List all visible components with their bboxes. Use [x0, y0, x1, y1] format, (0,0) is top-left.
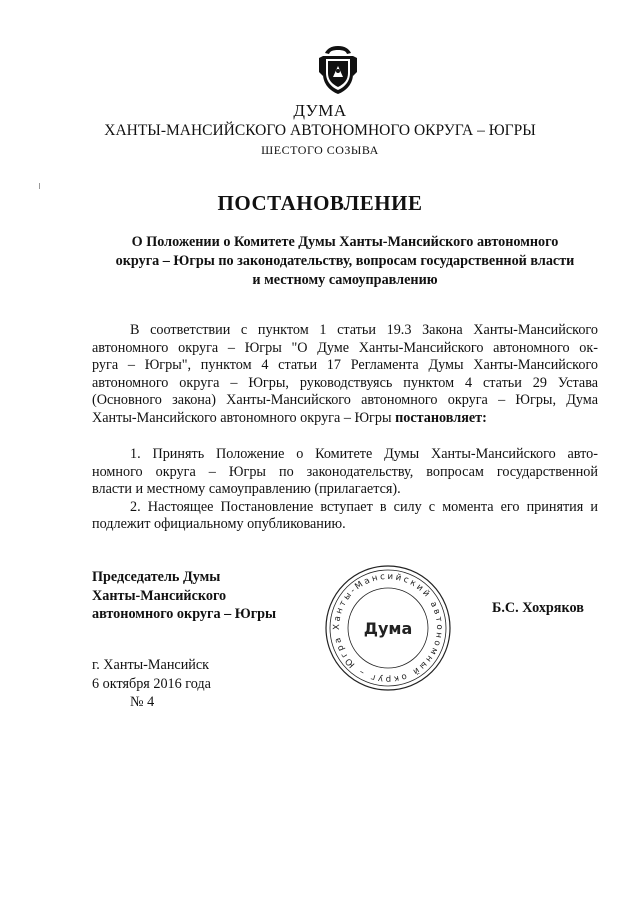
preamble-paragraph [92, 322, 598, 427]
item-1-line: власти и местному самоуправлению (прилагается). [92, 481, 401, 497]
place-date-number [92, 656, 211, 712]
preamble-last-line [92, 410, 598, 428]
org-name: ДУМА [293, 101, 347, 120]
official-seal [324, 564, 452, 692]
subject-line: О Положении о Комитете Думы Ханты-Мансийского автономного [131, 234, 559, 250]
item-2-line: подлежит официальному опубликованию. [92, 516, 346, 532]
preamble-line: руга – Югры", пунктом 4 статьи 17 Регламента Думы Ханты-Мансийского [92, 357, 598, 373]
seal-outer-text: Ханты-Мансийский автономный округ – Югра [331, 571, 445, 685]
preamble-line: автономного округа – Югры, руководствуясь пунктом 4 статьи 29 Устава [92, 374, 598, 391]
org-region: ХАНТЫ-МАНСИЙСКОГО АВТОНОМНОГО ОКРУГА – ЮГРЫ [104, 122, 536, 139]
position-line: Ханты-Мансийского [92, 587, 227, 604]
position-line: автономного округа – Югры [92, 606, 277, 622]
preamble-line: (Основного закона) Ханты-Мансийского автономного округа – Югры, Дума [92, 392, 598, 408]
item-1-line: 1. Принять Положение о Комитете Думы Ханты-Мансийского авто- [130, 446, 598, 462]
subject-line: и местному самоуправлению [252, 272, 438, 288]
subject-line: округа – Югры по законодательству, вопросам государственной власти [115, 253, 575, 269]
position-line: Председатель Думы [92, 569, 221, 585]
convocation: ШЕСТОГО СОЗЫВА [261, 143, 379, 157]
seal-center-text: Дума [363, 619, 413, 638]
preamble-line: Ханты-Мансийского автономного округа – Югры [92, 409, 392, 426]
document-number: № 4 [130, 694, 155, 710]
date: 6 октября 2016 года [92, 675, 211, 692]
document-subject [95, 233, 595, 290]
document-type-title: ПОСТАНОВЛЕНИЕ [217, 191, 423, 215]
preamble-line: автономного округа – Югры "О Думе Ханты-Мансийского автономного ок- [92, 339, 598, 356]
item-2-line: 2. Настоящее Постановление вступает в силу с момента его принятия и [130, 498, 598, 515]
coat-of-arms-icon [317, 44, 359, 96]
preamble-line: В соответствии с пунктом 1 статьи 19.3 Закона Ханты-Мансийского [130, 322, 598, 338]
signatory-name: Б.С. Хохряков [492, 600, 584, 616]
item-1-line: номного округа – Югры по законодательству, вопросам государственной [92, 463, 598, 480]
resolution-items [92, 446, 598, 534]
resolve-word: постановляет: [395, 409, 487, 426]
signatory-position [92, 568, 322, 624]
city: г. Ханты-Мансийск [92, 657, 210, 673]
scan-mark [39, 183, 40, 189]
